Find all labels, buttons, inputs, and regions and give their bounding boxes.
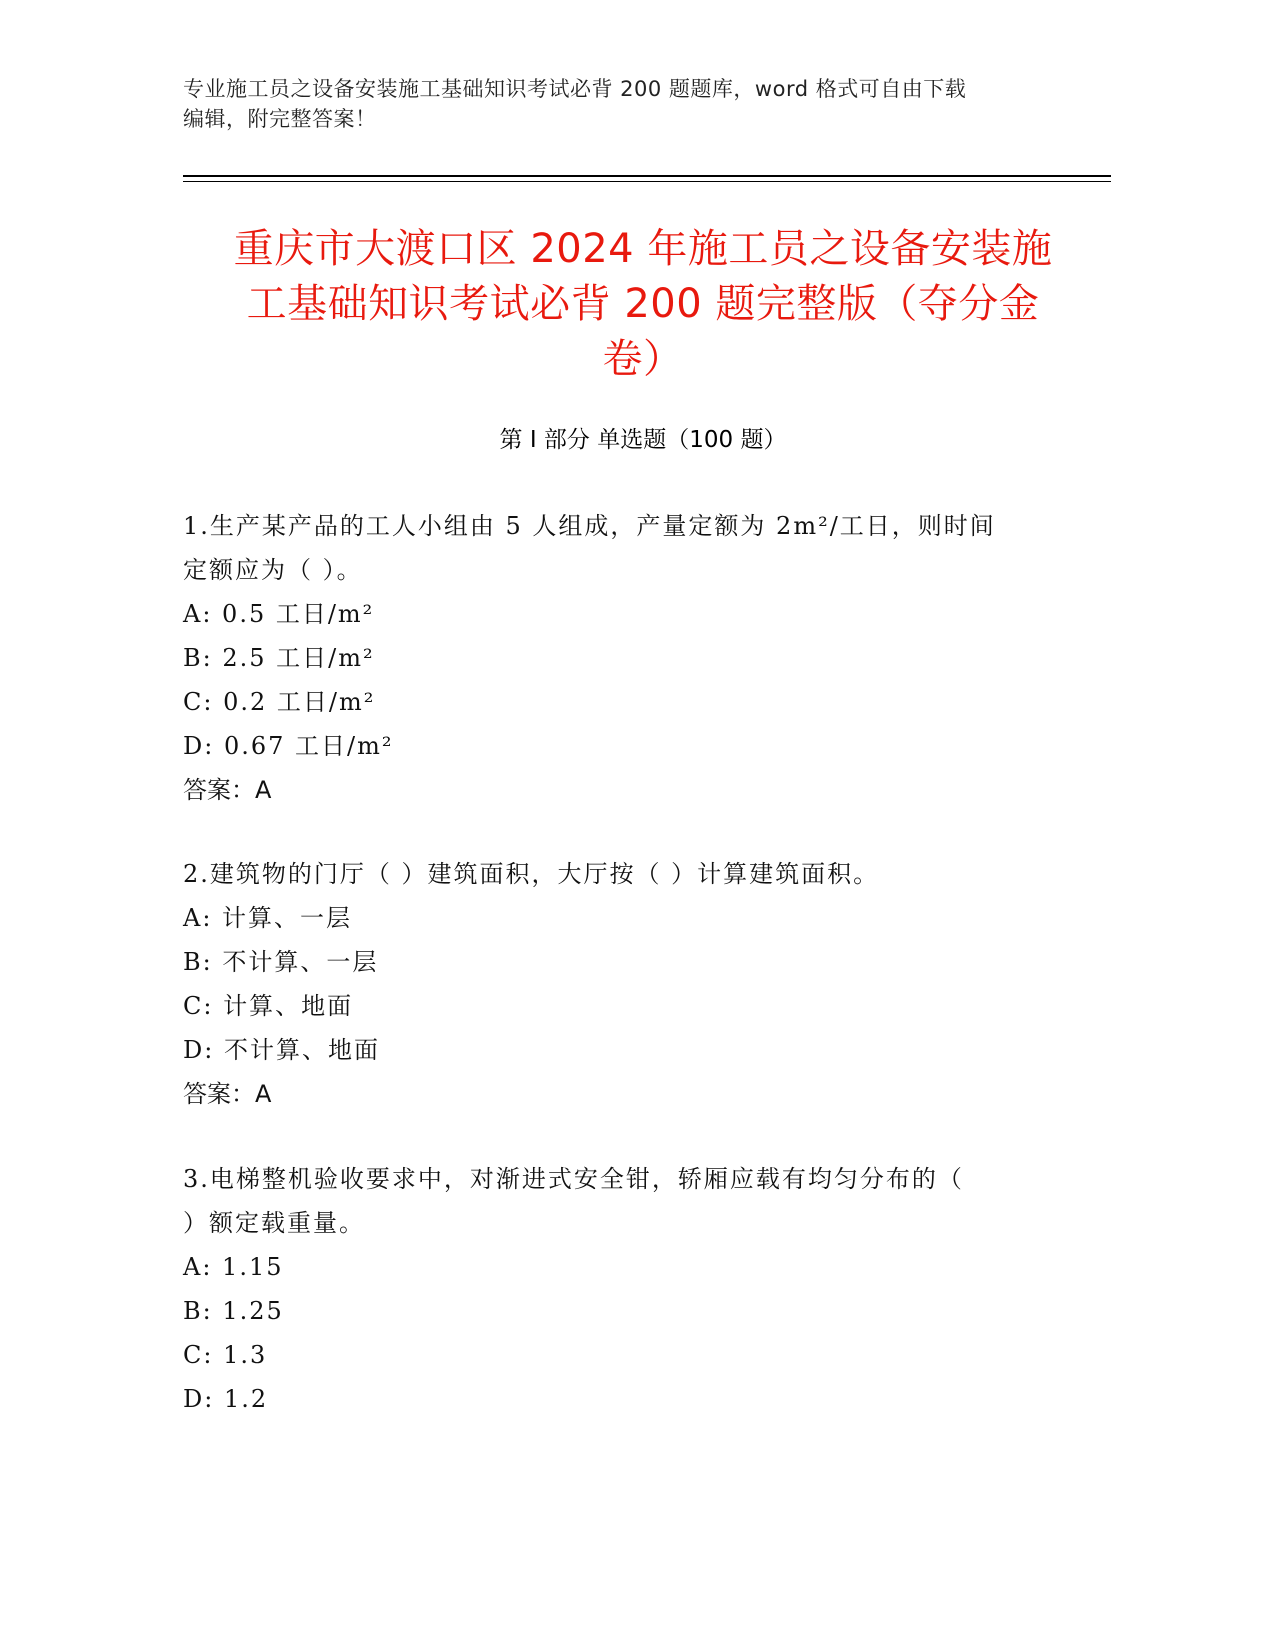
question-stem: 定额应为（ ）。 [183, 556, 363, 584]
option-d: D: 不计算、地面 [183, 1036, 380, 1064]
document-title-line: 卷） [602, 336, 684, 382]
header-note-line: 专业施工员之设备安装施工基础知识考试必背 200 题题库，word 格式可自由下载 [183, 77, 967, 101]
header-note-line: 编辑，附完整答案！ [183, 107, 377, 131]
document-title-line: 工基础知识考试必背 200 题完整版（夺分金 [246, 281, 1040, 327]
question-1 [183, 504, 1043, 812]
document-title [183, 222, 1103, 387]
document-title-line: 重庆市大渡口区 2024 年施工员之设备安装施 [233, 226, 1053, 272]
question-stem: 3.电梯整机验收要求中，对渐进式安全钳，轿厢应载有均匀分布的（ [183, 1165, 964, 1193]
option-a: A: 计算、一层 [183, 904, 353, 932]
answer: 答案：A [183, 1080, 272, 1108]
header-divider-thick [183, 175, 1111, 177]
option-a: A: 0.5 工日/m² [183, 600, 375, 628]
option-c: C: 1.3 [183, 1341, 268, 1369]
header-divider-thin [183, 181, 1111, 182]
option-d: D: 1.2 [183, 1385, 269, 1413]
header-note [183, 74, 1063, 134]
question-stem: ）额定载重量。 [183, 1209, 365, 1237]
option-b: B: 不计算、一层 [183, 948, 379, 976]
option-d: D: 0.67 工日/m² [183, 732, 394, 760]
option-b: B: 2.5 工日/m² [183, 644, 375, 672]
question-stem: 2.建筑物的门厅（ ）建筑面积，大厅按（ ）计算建筑面积。 [183, 860, 880, 888]
option-a: A: 1.15 [183, 1253, 284, 1281]
option-c: C: 计算、地面 [183, 992, 354, 1020]
option-b: B: 1.25 [183, 1297, 284, 1325]
answer: 答案：A [183, 776, 272, 804]
option-c: C: 0.2 工日/m² [183, 688, 376, 716]
question-stem: 1.生产某产品的工人小组由 5 人组成，产量定额为 2m²/工日，则时间 [183, 512, 996, 540]
section-heading: 第 I 部分 单选题（100 题） [499, 427, 787, 453]
question-2 [183, 852, 1043, 1116]
question-3 [183, 1157, 1043, 1421]
